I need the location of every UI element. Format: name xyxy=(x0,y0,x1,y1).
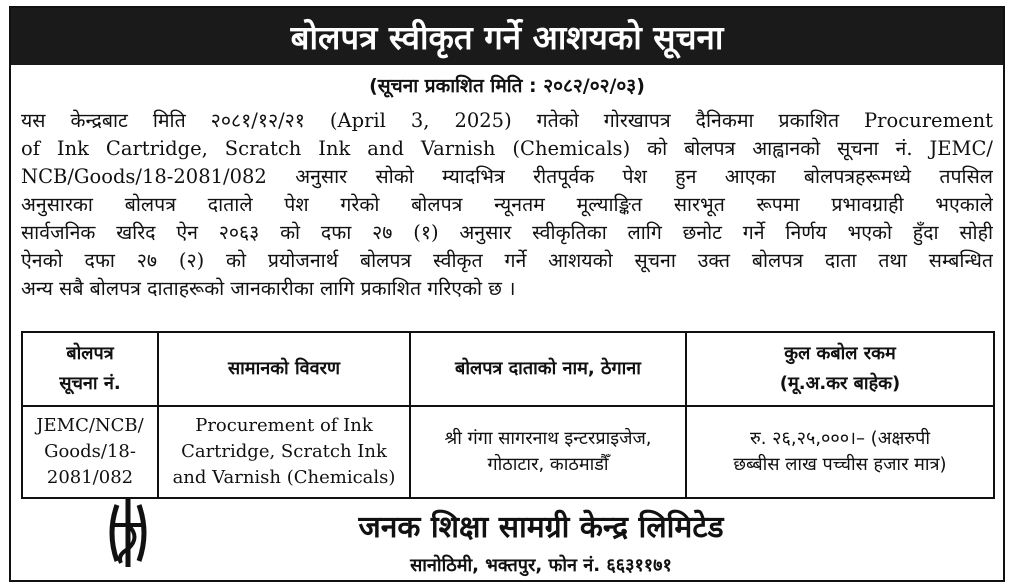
table-header-row xyxy=(22,332,994,406)
cell-bidder xyxy=(410,406,686,498)
notice-body xyxy=(21,107,993,303)
body-line: यस केन्द्रबाट मिति २०८१/१२/२१ (April 3, 2025) गतेको गोरखापत्र दैनिकमा प्रकाशित Procurement xyxy=(21,109,993,132)
janak-emblem-icon xyxy=(103,495,153,571)
body-line: सार्वजनिक खरिद ऐन २०६३ को दफा २७ (१) अनुसार स्वीकृतिका लागि छनोट गर्ने निर्णय भएको हुँदा सोही xyxy=(21,221,993,244)
cell-text: Goods/18- xyxy=(44,441,136,462)
cell-text: गोठाटार, काठमाडौँ xyxy=(487,454,609,475)
notice-title: बोलपत्र स्वीकृत गर्ने आशयको सूचना xyxy=(11,8,1003,65)
cell-text: Cartridge, Scratch Ink xyxy=(181,441,387,462)
publication-date: (सूचना प्रकाशित मिति : २०८२/०२/०३) xyxy=(369,75,645,97)
cell-text: Procurement of Ink xyxy=(195,415,373,436)
header-bidder xyxy=(410,332,686,406)
header-text: बोलपत्र दाताको नाम, ठेगाना xyxy=(455,358,641,379)
header-amount xyxy=(686,332,994,406)
body-line: अन्य सबै बोलपत्र दाताहरूको जानकारीका लागि प्रकाशित गरिएको छ । xyxy=(21,277,516,300)
cell-text: छब्बीस लाख पच्चीस हजार मात्र) xyxy=(733,454,947,475)
body-line: ऐनको दफा २७ (२) को प्रयोजनार्थ बोलपत्र स्वीकृत गर्ने आशयको सूचना उक्त बोलपत्र दाता तथा सम्बन्धित xyxy=(21,249,993,272)
header-text: बोलपत्र xyxy=(66,343,114,364)
notice-frame xyxy=(9,6,1005,582)
cell-text: 2081/082 xyxy=(46,467,134,488)
header-notice-no xyxy=(22,332,158,406)
organization-name: जनक शिक्षा सामग्री केन्द्र लिमिटेड xyxy=(358,510,724,545)
header-text: (मू.अ.कर बाहेक) xyxy=(779,373,901,394)
cell-text: JEMC/NCB/ xyxy=(36,415,144,436)
header-text: सामानको विवरण xyxy=(227,358,341,379)
cell-text: श्री गंगा सागरनाथ इन्टरप्राइजेज, xyxy=(444,428,652,449)
cell-text: and Varnish (Chemicals) xyxy=(172,467,396,488)
body-line: of Ink Cartridge, Scratch Ink and Varnish (Chemicals) को बोलपत्र आह्वानको सूचना नं. JEMC/ xyxy=(21,137,993,160)
table-row xyxy=(22,406,994,498)
bid-table xyxy=(21,331,995,499)
cell-text: रु. २६,२५,०००।– (अक्षरुपी xyxy=(749,428,931,449)
cell-notice-no xyxy=(22,406,158,498)
cell-amount xyxy=(686,406,994,498)
body-line: अनुसारका बोलपत्र दाताले पेश गरेको बोलपत्र न्यूनतम मूल्याङ्कित सारभूत रूपमा प्रभावग्राही भएकाले xyxy=(21,193,993,216)
body-line: NCB/Goods/18-2081/082 अनुसार सोको म्यादभित्र रीतपूर्वक पेश हुन आएका बोलपत्रहरूमध्ये तपसिल xyxy=(21,165,993,188)
header-text: सूचना नं. xyxy=(59,373,121,394)
organization-address: सानोठिमी, भक्तपुर, फोन नं. ६६३११७१ xyxy=(410,555,672,576)
header-text: कुल कबोल रकम xyxy=(784,343,896,364)
header-description xyxy=(158,332,410,406)
cell-description xyxy=(158,406,410,498)
